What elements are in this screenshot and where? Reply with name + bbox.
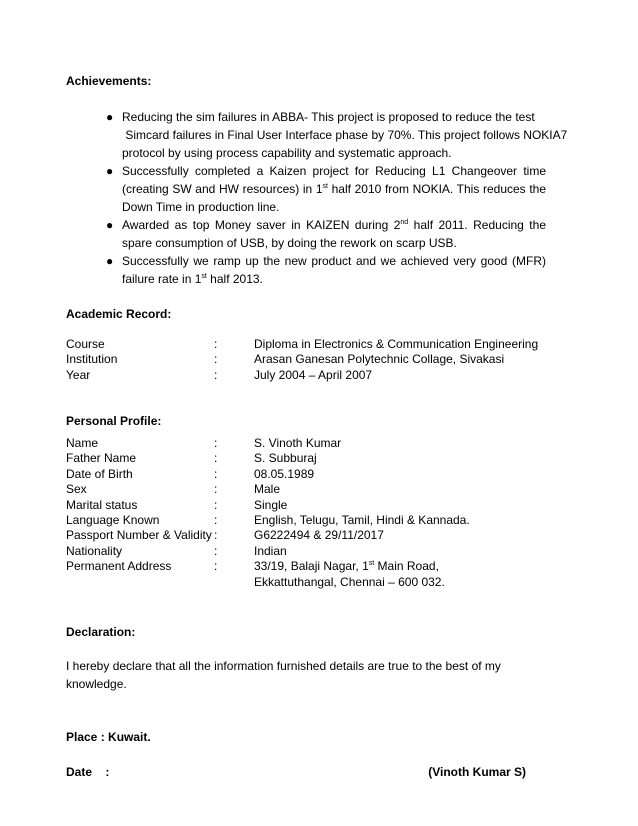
personal-profile-table — [0, 436, 638, 590]
achievement-text-line1: Reducing the sim failures in ABBA- This project is proposed to reduce the test — [122, 110, 535, 124]
academic-row-year — [0, 368, 638, 383]
field-label: Nationality — [66, 543, 123, 558]
achievements-list — [0, 108, 638, 288]
field-value: Single — [254, 497, 288, 512]
achievement-text: half 2010 from NOKIA. This reduces the Down Time in production line. — [122, 182, 546, 214]
field-colon: : — [214, 451, 218, 466]
field-label: Year — [66, 367, 91, 382]
achievements-heading: Achievements: — [66, 74, 152, 88]
achievement-text: half 2013. — [206, 272, 263, 286]
field-colon: : — [214, 497, 218, 512]
achievement-text-line3: protocol by using process capability and systematic approach. — [122, 146, 452, 160]
field-value: S. Vinoth Kumar — [254, 436, 342, 450]
profile-row-nationality — [0, 544, 638, 559]
personal-profile-heading: Personal Profile: — [66, 414, 162, 428]
field-colon: : — [214, 367, 218, 382]
field-value: G6222494 & 29/11/2017 — [254, 528, 384, 543]
profile-row-sex — [0, 482, 638, 497]
address-line2: Ekkattuthangal, Chennai – 600 032. — [254, 574, 445, 589]
field-colon: : — [214, 337, 218, 351]
achievement-text: half 2011. Reducing the spare consumption of USB, by doing the rework on scarp USB. — [122, 218, 546, 250]
field-value: English, Telugu, Tamil, Hindi & Kannada. — [254, 512, 470, 527]
field-label: Language Known — [66, 512, 160, 527]
date-signature-line — [66, 765, 538, 779]
bullet-icon: ● — [106, 110, 114, 124]
field-label: Father Name — [66, 451, 137, 466]
field-colon: : — [214, 436, 218, 450]
address-text: Main Road, — [374, 559, 439, 574]
achievement-text: Successfully completed a Kaizen project for Reducing L1 Changeover time (creating SW and HW resources) in 1 — [122, 164, 546, 196]
field-value: S. Subburaj — [254, 451, 317, 466]
declaration-heading: Declaration: — [66, 625, 136, 639]
field-colon: : — [214, 352, 218, 367]
address-line1 — [254, 559, 439, 574]
ordinal-suffix: nd — [400, 219, 409, 226]
field-label: Date of Birth — [66, 466, 133, 481]
field-label: Marital status — [66, 497, 138, 512]
field-value: Male — [254, 482, 281, 497]
field-colon: : — [214, 512, 218, 527]
bullet-icon: ● — [106, 164, 114, 178]
field-value: Arasan Ganesan Polytechnic Collage, Sivakasi — [254, 352, 505, 367]
profile-row-address — [0, 559, 638, 590]
achievement-item — [0, 108, 638, 162]
academic-row-course — [0, 337, 638, 352]
profile-row-dob — [0, 467, 638, 482]
profile-row-marital-status — [0, 498, 638, 513]
field-value: Diploma in Electronics & Communication Engineering — [254, 337, 539, 351]
field-colon: : — [214, 528, 218, 543]
field-colon: : — [214, 482, 218, 497]
profile-row-name — [0, 436, 638, 451]
bullet-icon: ● — [106, 254, 114, 268]
achievement-item — [0, 216, 638, 252]
achievement-item — [0, 252, 638, 288]
profile-row-languages — [0, 513, 638, 528]
ordinal-suffix: st — [322, 183, 328, 190]
place-line: Place : Kuwait. — [66, 730, 151, 744]
declaration-text: I hereby declare that all the information furnished details are true to the best of my knowledge. — [66, 659, 501, 691]
field-label: Institution — [66, 352, 118, 367]
ordinal-suffix: st — [368, 560, 375, 568]
field-colon: : — [214, 466, 218, 481]
field-label: Passport Number & Validity — [66, 528, 212, 543]
field-value: 08.05.1989 — [254, 466, 315, 481]
field-label: Sex — [66, 482, 87, 497]
field-value: July 2004 – April 2007 — [254, 367, 373, 382]
bullet-icon: ● — [106, 218, 114, 232]
ordinal-suffix: st — [201, 273, 207, 280]
profile-row-father-name — [0, 451, 638, 466]
academic-record-table — [0, 337, 638, 383]
field-label: Course — [66, 337, 105, 351]
academic-heading: Academic Record: — [66, 307, 172, 321]
achievement-text: Awarded as top Money saver in KAIZEN during 2 — [122, 218, 401, 232]
academic-row-institution — [0, 352, 638, 367]
profile-row-passport — [0, 528, 638, 543]
address-text: 33/19, Balaji Nagar, 1 — [254, 559, 369, 574]
field-label: Permanent Address — [66, 559, 172, 574]
field-colon: : — [214, 559, 218, 574]
signature-name: (Vinoth Kumar S) — [428, 765, 526, 779]
achievement-text: Successfully we ramp up the new product and we achieved very good (MFR) failure rate in 1 — [122, 254, 546, 286]
date-label: Date : — [66, 765, 110, 779]
achievement-item — [0, 162, 638, 216]
field-value: Indian — [254, 543, 287, 558]
field-colon: : — [214, 543, 218, 558]
achievement-text-line2: Simcard failures in Final User Interface phase by 70%. This project follows NOKIA7 — [122, 128, 568, 142]
field-label: Name — [66, 436, 99, 450]
